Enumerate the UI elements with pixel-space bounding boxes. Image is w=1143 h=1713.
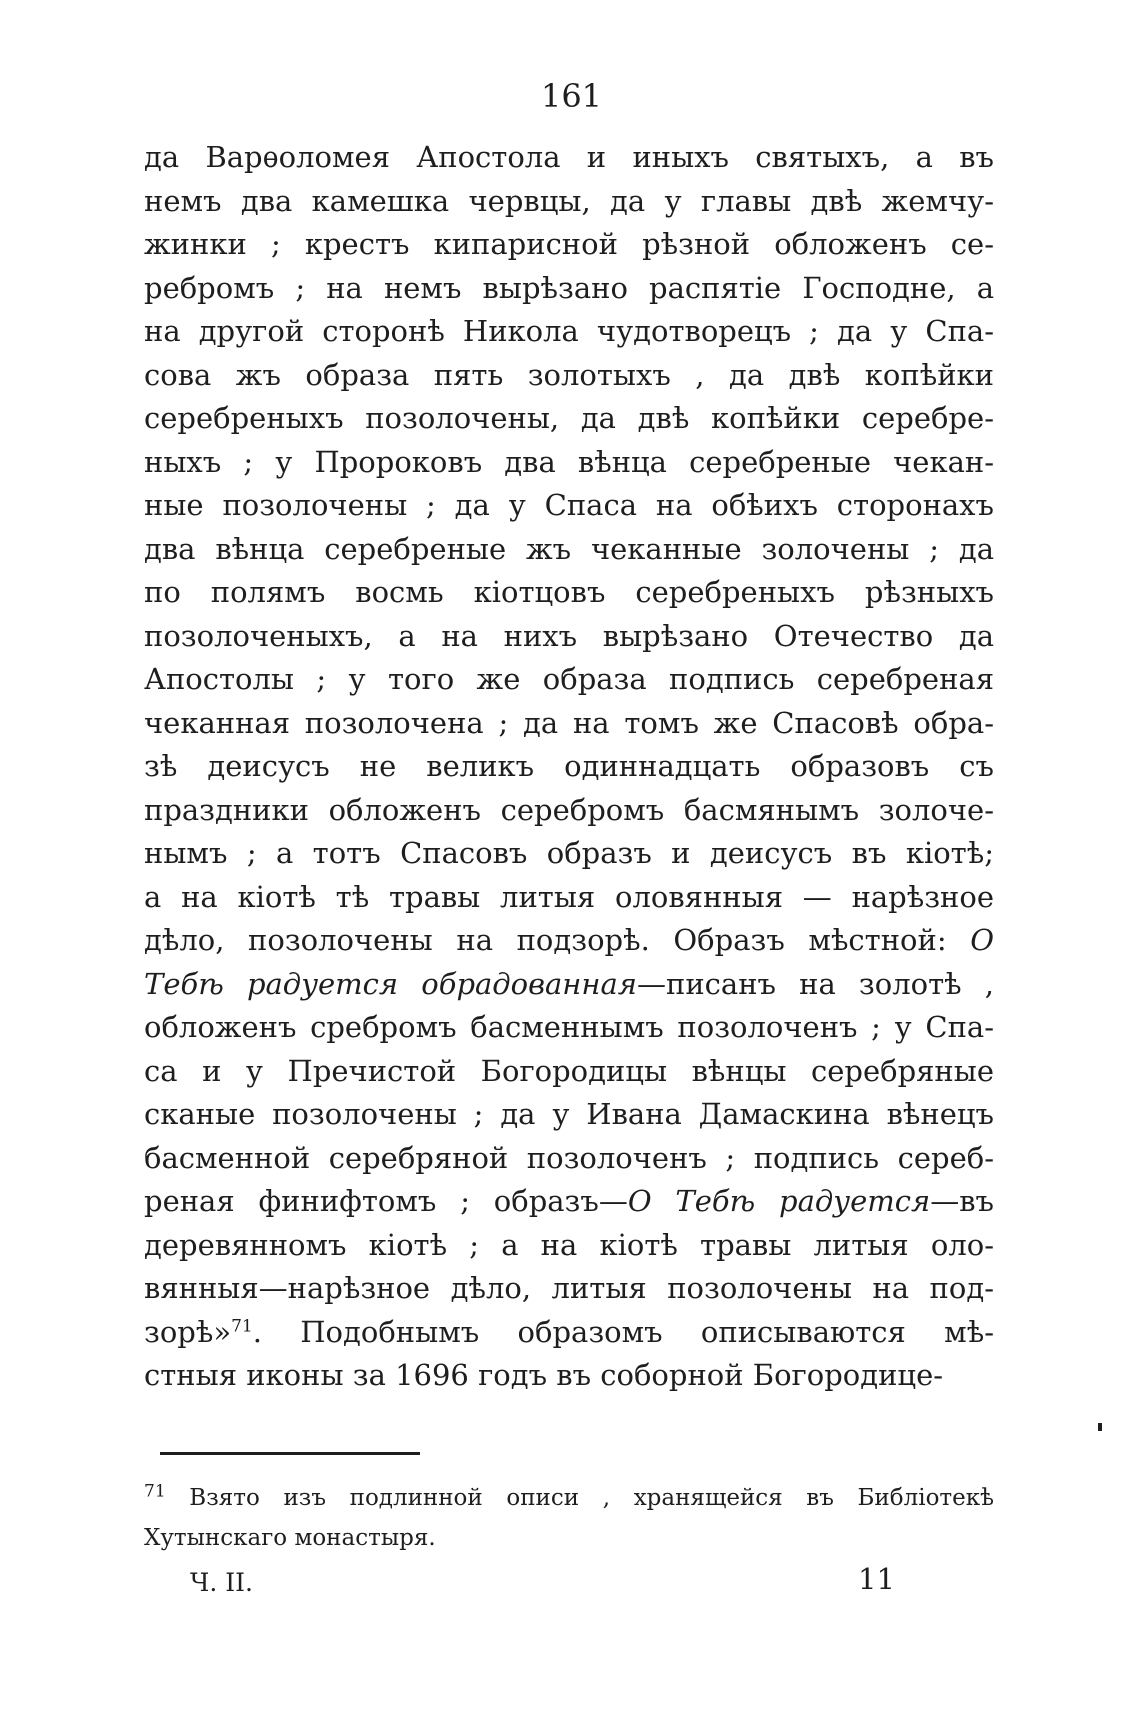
text-line: жинки ; крестъ кипарисной рѣзной обложенъ се-: [144, 227, 994, 261]
text-line: ныхъ ; у Пророковъ два вѣнца серебреные чекан-: [144, 444, 994, 479]
text-line: на другой сторонѣ Никола чудотворецъ ; да у Спа-: [144, 314, 994, 348]
text-line: немъ два камешка червцы, да у главы двѣ жемчу-: [144, 183, 994, 218]
text-line: дѣло, позолочены на подзорѣ. Образъ мѣстной: О: [144, 923, 994, 957]
text-line: зѣ деисусъ не великъ одиннадцать образовъ съ: [144, 749, 994, 783]
text-line: сова жъ образа пять золотыхъ , да двѣ копѣйки: [144, 357, 994, 392]
page-number: 161: [540, 77, 603, 115]
text-line: по полямъ восмь кіотцовъ серебреныхъ рѣзныхъ: [144, 575, 994, 609]
footnote-reference: 71: [231, 1315, 253, 1336]
footnote-marker: 71: [144, 1481, 166, 1502]
footnote-divider: [160, 1452, 420, 1455]
text-line: ребромъ ; на немъ вырѣзано распятіе Господне, а: [144, 270, 994, 305]
text-line: а на кіотѣ тѣ травы литыя оловянныя — нарѣзное: [144, 879, 994, 914]
italic-text: Тебѣ радуется обрадованная: [144, 966, 637, 1001]
text-line: вянныя—нарѣзное дѣло, литыя позолочены на под-: [144, 1271, 994, 1305]
text-line: ные позолочены ; да у Спаса на обѣихъ сторонахъ: [144, 488, 994, 522]
text-line: обложенъ сребромъ басменнымъ позолоченъ ; у Спа-: [144, 1010, 994, 1044]
signature-mark: Ч. II.: [190, 1568, 253, 1597]
body-text: [144, 136, 994, 1398]
text-line: деревянномъ кіотѣ ; а на кіотѣ травы литыя оло-: [144, 1227, 994, 1262]
text-line: да Варѳоломея Апостола и иныхъ святыхъ, а въ: [144, 140, 994, 174]
text-line: праздники обложенъ серебромъ басмянымъ золоче-: [144, 792, 994, 827]
text-line: позолоченыхъ, а на нихъ вырѣзано Отечество да: [144, 618, 994, 653]
text-line: басменной серебряной позолоченъ ; подпись сереб-: [144, 1140, 994, 1175]
text-line: са и у Пречистой Богородицы вѣнцы серебряные: [144, 1053, 994, 1088]
footnote-line: Хутынскаго монастыря.: [144, 1525, 436, 1551]
scan-mark: [1098, 1423, 1102, 1431]
text-line: сканые позолочены ; да у Ивана Дамаскина вѣнецъ: [144, 1097, 994, 1131]
footnote-line: $^{71}$ Взято изъ подлинной описи , хранящейся въ Библіотекѣ: [144, 1481, 995, 1511]
text-line: два вѣнца серебреные жъ чеканные золочены ; да: [144, 531, 994, 566]
text-line: Апостолы ; у того же образа подпись серебреная: [144, 662, 994, 696]
footnote: [144, 1478, 994, 1558]
text-line: стныя иконы за 1696 годъ въ соборной Богородице-: [144, 1358, 944, 1392]
text-line: реная финифтомъ ; образъ—О Тебѣ радуется—въ: [144, 1184, 994, 1218]
italic-text: О: [970, 923, 994, 957]
text-line: чеканная позолочена ; да на томъ же Спасовѣ обра-: [144, 705, 994, 740]
signature-number: 11: [858, 1562, 895, 1596]
italic-text: О Тебѣ радуется: [627, 1184, 931, 1218]
text-line: серебреныхъ позолочены, да двѣ копѣйки серебре-: [144, 401, 994, 435]
text-line: зорѣ»$^{71}$. Подобнымъ образомъ описываются мѣ-: [144, 1314, 994, 1349]
text-line: нымъ ; а тотъ Спасовъ образъ и деисусъ въ кіотѣ;: [144, 836, 994, 870]
text-line: Тебѣ радуется обрадованная—писанъ на золотѣ ,: [144, 966, 994, 1001]
